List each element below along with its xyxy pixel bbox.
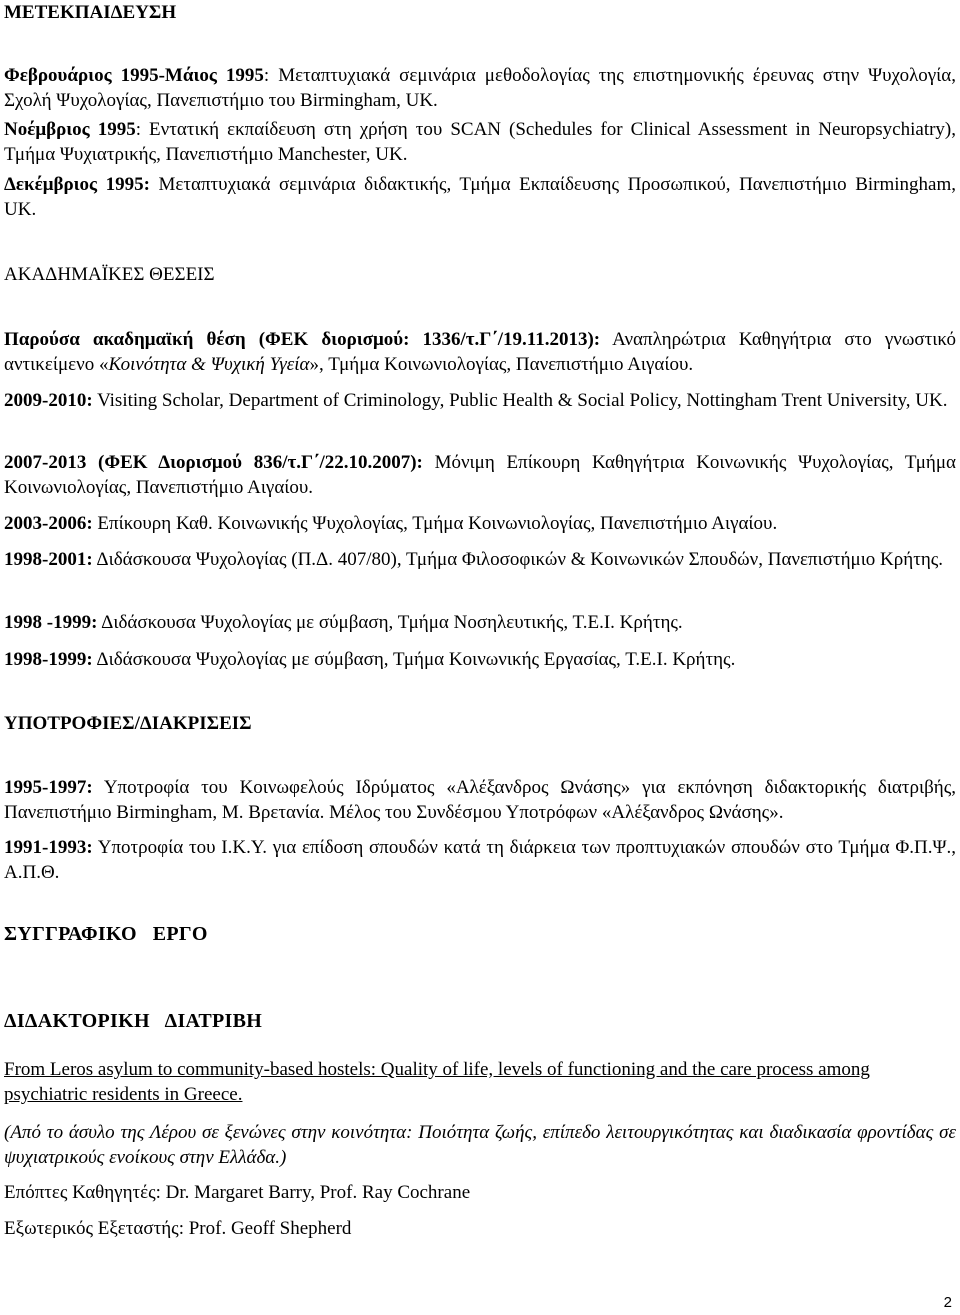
- training-item-text: : Μεταπτυχιακά σεμινάρια μεθοδολογίας της επιστημονικής έρευνας στην Ψυχολογία, Σχολή Ψυχολογίας, Πανεπιστήμιο του Birmingham, UK.: [4, 65, 956, 111]
- training-item: [4, 63, 956, 113]
- scholarship-item: [4, 835, 956, 885]
- training-item-date: Νοέμβριος 1995: [4, 119, 136, 140]
- scholarship-item-text: Υποτροφία του Κοινωφελούς Ιδρύματος «Αλέξανδρος Ωνάσης» για εκπόνηση διδακτορικής διατριβής, Πανεπιστήμιο Birmingham, Μ. Βρετανία. Μέλος του Συνδέσμου Υποτρόφων «Αλέξανδρος Ωνάσης».: [4, 777, 956, 823]
- position-item-date: 2007-2013 (ΦΕΚ Διορισμού 836/τ.Γ΄/22.10.2007):: [4, 452, 423, 473]
- current-position-subject: Κοινότητα & Ψυχική Υγεία: [108, 354, 310, 375]
- training-item: [4, 117, 956, 167]
- position-item: [4, 547, 956, 572]
- training-item-text: : Εντατική εκπαίδευση στη χρήση του SCAN (Schedules for Clinical Assessment in Neuropsychiatry), Τμήμα Ψυχιατρικής, Πανεπιστήμιο Manchester, UK.: [4, 119, 956, 165]
- thesis-supervisors: Επόπτες Καθηγητές: Dr. Margaret Barry, Prof. Ray Cochrane: [4, 1182, 471, 1203]
- position-item-date: 1998 -1999:: [4, 612, 98, 633]
- position-item-date: 2003-2006:: [4, 513, 93, 534]
- scholarship-item: [4, 775, 956, 825]
- position-item-text: Διδάσκουσα Ψυχολογίας με σύμβαση, Τμήμα Νοσηλευτικής, Τ.Ε.Ι. Κρήτης.: [97, 612, 683, 633]
- position-item-text: Μόνιμη Επίκουρη Καθηγήτρια Κοινωνικής Ψυχολογίας, Τμήμα Κοινωνιολογίας, Πανεπιστήμιο Αιγαίου.: [4, 452, 956, 498]
- position-item-date: 2009-2010:: [4, 390, 93, 411]
- position-item-date: 1998-2001:: [4, 549, 93, 570]
- thesis-title-greek: [4, 1120, 956, 1170]
- section-heading-training: ΜΕΤΕΚΠΑΙΔΕΥΣΗ: [4, 2, 177, 23]
- section-heading-thesis: ΔΙΔΑΚΤΟΡΙΚΗ ΔΙΑΤΡΙΒΗ: [4, 1010, 263, 1032]
- section-heading-scholarships: ΥΠΟΤΡΟΦΙΕΣ/ΔΙΑΚΡΙΣΕΙΣ: [4, 713, 252, 734]
- position-item: [4, 511, 956, 536]
- position-item-text: Επίκουρη Καθ. Κοινωνικής Ψυχολογίας, Τμήμα Κοινωνιολογίας, Πανεπιστήμιο Αιγαίου.: [92, 513, 778, 534]
- current-position-text: Αναπληρώτρια Καθηγήτρια στο γνωστικό αντικείμενο «: [4, 329, 957, 375]
- training-item: [4, 172, 956, 222]
- position-item: [4, 388, 956, 413]
- training-item-date: Δεκέμβριος 1995:: [4, 174, 150, 195]
- position-item-date: 1998-1999:: [4, 649, 93, 670]
- thesis-title-english-text: From Leros asylum to community-based hostels: Quality of life, levels of functioning and the care process among psychiatric residents in Greece.: [4, 1059, 870, 1105]
- scholarship-item-date: 1995-1997:: [4, 777, 93, 798]
- position-item-text: Visiting Scholar, Department of Criminology, Public Health & Social Policy, Nottingham Trent University, UK.: [92, 390, 948, 411]
- scholarship-item-text: Υποτροφία του Ι.Κ.Υ. για επίδοση σπουδών κατά τη διάρκεια των προπτυχιακών σπουδών στο Τμήμα Φ.Π.Ψ., Α.Π.Θ.: [4, 837, 956, 883]
- position-item-text: Διδάσκουσα Ψυχολογίας (Π.Δ. 407/80), Τμήμα Φιλοσοφικών & Κοινωνικών Σπουδών, Πανεπιστήμιο Κρήτης.: [92, 549, 944, 570]
- current-position-label: Παρούσα ακαδημαϊκή θέση: [4, 329, 246, 350]
- current-position-fek: (ΦΕΚ διορισμού: 1336/τ.Γ΄/19.11.2013):: [245, 329, 601, 350]
- position-item-text: Διδάσκουσα Ψυχολογίας με σύμβαση, Τμήμα Κοινωνικής Εργασίας, Τ.Ε.Ι. Κρήτης.: [92, 649, 736, 670]
- section-heading-work: ΣΥΓΓΡΑΦΙΚΟ ΕΡΓΟ: [4, 923, 208, 945]
- training-item-date: Φεβρουάριος 1995-Μάιος 1995: [4, 65, 264, 86]
- thesis-title-greek-text: (Από το άσυλο της Λέρου σε ξενώνες στην κοινότητα: Ποιότητα ζωής, επίπεδο λειτουργικότητας και διαδικασία φροντίδας σε ψυχιατρικούς ενοίκους στην Ελλάδα.): [4, 1122, 956, 1168]
- section-heading-positions: ΑΚΑΔΗΜΑΪΚΕΣ ΘΕΣΕΙΣ: [4, 264, 215, 285]
- current-position: [4, 327, 956, 377]
- position-item: [4, 647, 956, 672]
- position-item: [4, 610, 956, 635]
- page-number: 2: [943, 1294, 952, 1311]
- scholarship-item-date: 1991-1993:: [4, 837, 93, 858]
- thesis-title-english: [4, 1057, 956, 1107]
- thesis-examiner: Εξωτερικός Εξεταστής: Prof. Geoff Shepherd: [4, 1218, 352, 1239]
- training-item-text: Μεταπτυχιακά σεμινάρια διδακτικής, Τμήμα Εκπαίδευσης Προσωπικού, Πανεπιστήμιο Birmingham, UK.: [4, 174, 956, 220]
- position-item: [4, 450, 956, 500]
- current-position-text-end: », Τμήμα Κοινωνιολογίας, Πανεπιστήμιο Αιγαίου.: [309, 354, 694, 375]
